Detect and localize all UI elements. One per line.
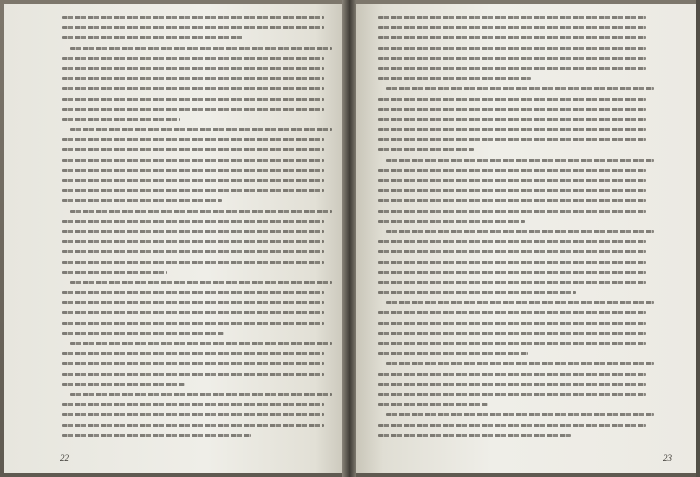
text-line — [378, 434, 571, 437]
text-line — [62, 403, 324, 406]
text-line — [378, 98, 646, 101]
text-line — [62, 240, 324, 243]
text-line — [62, 434, 251, 437]
text-line — [386, 301, 654, 304]
text-line — [62, 413, 324, 416]
text-line — [62, 148, 324, 151]
book-gutter — [342, 0, 356, 477]
text-line — [62, 322, 324, 325]
text-line — [62, 108, 324, 111]
text-line — [378, 322, 646, 325]
text-line — [62, 291, 324, 294]
right-page — [356, 4, 696, 473]
text-line — [378, 16, 646, 19]
text-line — [70, 210, 332, 213]
text-line — [378, 271, 646, 274]
right-page-text-block — [378, 16, 654, 444]
text-line — [62, 179, 324, 182]
text-line — [378, 383, 646, 386]
text-line — [378, 108, 646, 111]
text-line — [62, 250, 324, 253]
text-line — [378, 291, 576, 294]
text-line — [62, 67, 324, 70]
text-line — [62, 301, 324, 304]
text-line — [70, 47, 332, 50]
text-line — [62, 169, 324, 172]
text-line — [386, 230, 654, 233]
text-line — [70, 281, 332, 284]
text-line — [378, 311, 646, 314]
text-line — [378, 148, 474, 151]
text-line — [62, 261, 324, 264]
text-line — [62, 16, 324, 19]
text-line — [62, 383, 185, 386]
text-line — [378, 169, 646, 172]
text-line — [378, 342, 646, 345]
text-line — [62, 26, 324, 29]
text-line — [378, 47, 646, 50]
text-line — [62, 77, 324, 80]
text-line — [378, 57, 646, 60]
text-line — [378, 393, 646, 396]
left-page-number: 22 — [60, 453, 69, 463]
text-line — [70, 342, 332, 345]
text-line — [70, 128, 332, 131]
text-line — [378, 261, 646, 264]
text-line — [62, 362, 324, 365]
text-line — [378, 118, 646, 121]
text-line — [62, 352, 324, 355]
text-line — [62, 36, 243, 39]
text-line — [62, 189, 324, 192]
text-line — [378, 36, 646, 39]
text-line — [386, 413, 654, 416]
text-line — [378, 250, 646, 253]
text-line — [378, 199, 646, 202]
text-line — [62, 118, 180, 121]
text-line — [378, 332, 646, 335]
text-line — [378, 373, 646, 376]
book-cover-edge — [696, 0, 700, 477]
text-line — [62, 199, 222, 202]
text-line — [62, 159, 324, 162]
text-line — [378, 210, 646, 213]
text-line — [378, 128, 646, 131]
text-line — [62, 332, 224, 335]
text-line — [378, 26, 646, 29]
left-page-text-block — [62, 16, 332, 444]
text-line — [386, 159, 654, 162]
right-page-number: 23 — [663, 453, 672, 463]
left-page — [4, 4, 342, 473]
text-line — [378, 281, 646, 284]
text-line — [62, 57, 324, 60]
text-line — [378, 179, 646, 182]
text-line — [386, 87, 654, 90]
text-line — [62, 220, 324, 223]
text-line — [378, 240, 646, 243]
text-line — [378, 77, 531, 80]
text-line — [386, 362, 654, 365]
text-line — [62, 271, 167, 274]
text-line — [378, 403, 488, 406]
text-line — [62, 373, 324, 376]
text-line — [378, 220, 525, 223]
text-line — [62, 98, 324, 101]
text-line — [62, 87, 324, 90]
text-line — [62, 230, 324, 233]
text-line — [378, 189, 646, 192]
text-line — [378, 352, 528, 355]
text-line — [378, 424, 646, 427]
text-line — [62, 311, 324, 314]
text-line — [378, 138, 646, 141]
text-line — [62, 138, 324, 141]
text-line — [62, 424, 324, 427]
text-line — [70, 393, 332, 396]
text-line — [378, 67, 646, 70]
